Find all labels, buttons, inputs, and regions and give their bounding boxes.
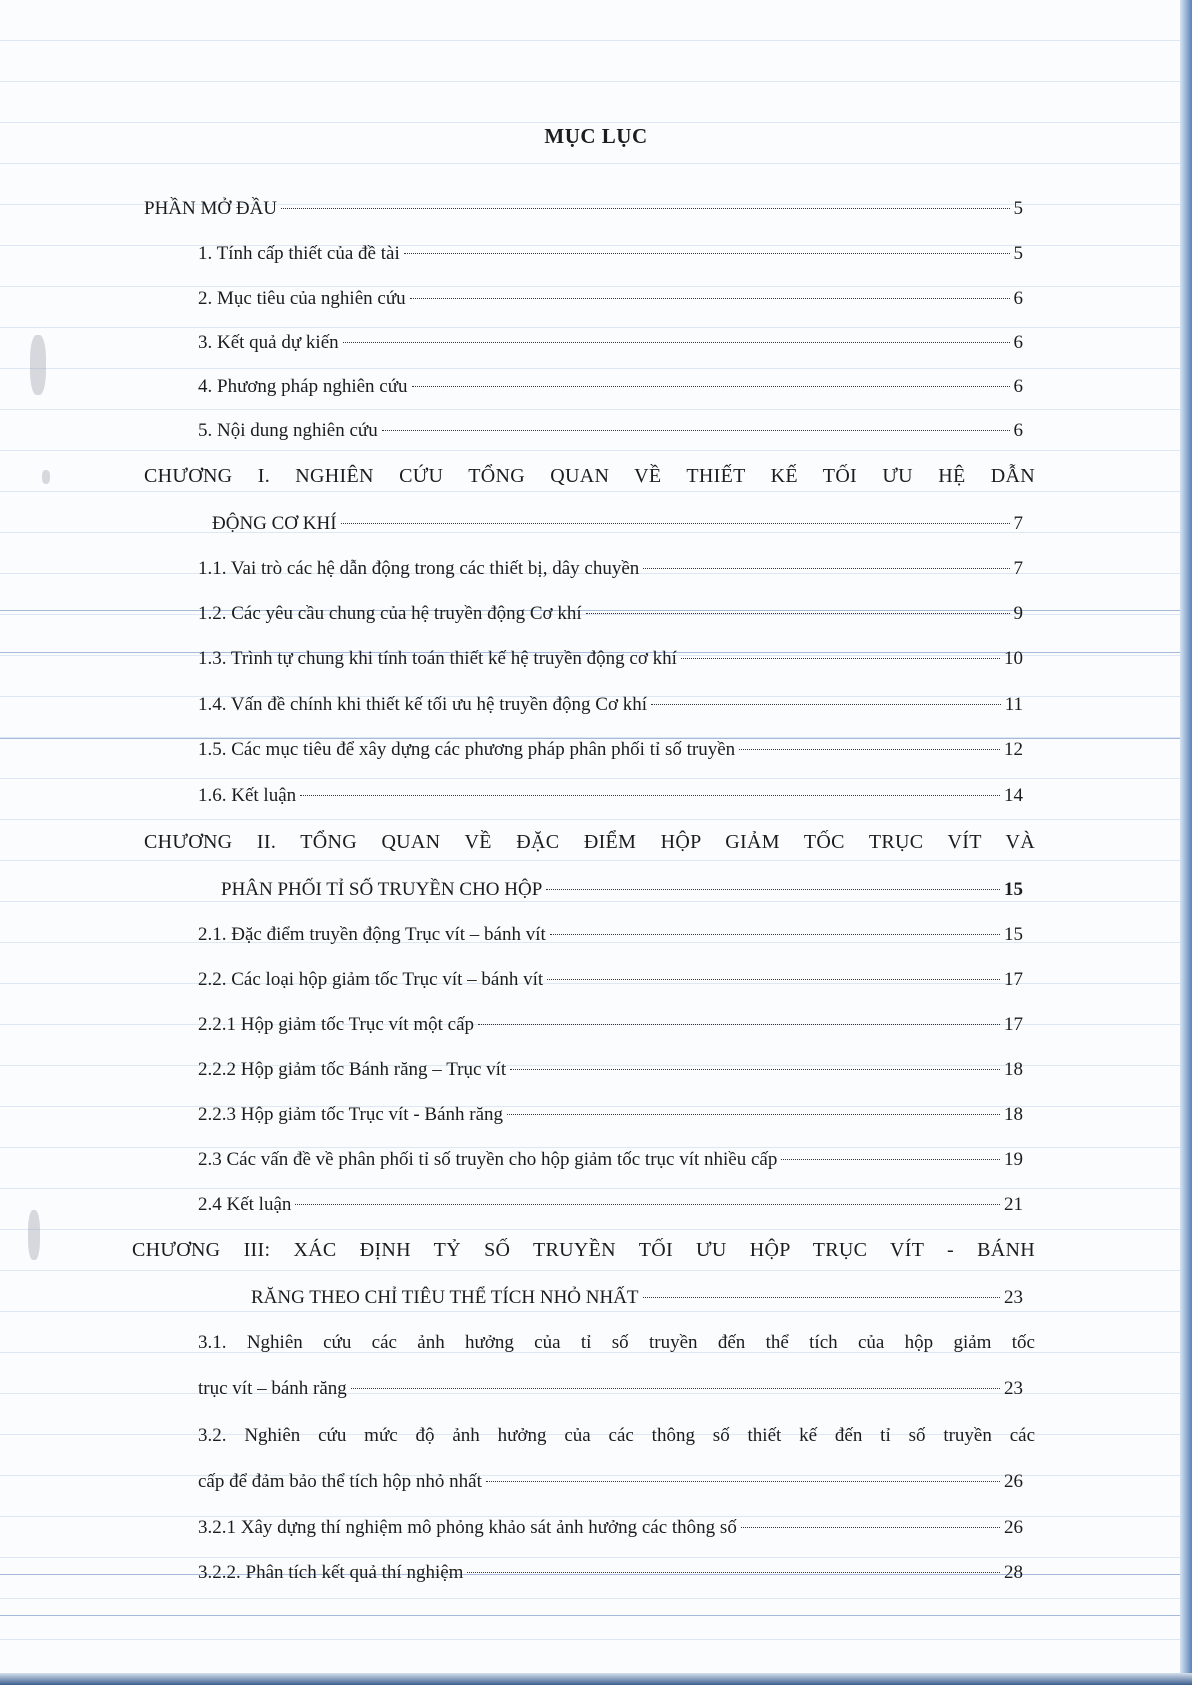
toc-entry[interactable] [198,737,1023,763]
toc-entry-label: 2.1. Đặc điểm truyền động Trục vít – bánh vít [198,924,546,945]
scan-rule-line [0,1615,1180,1616]
toc-page-number: 6 [1013,332,1023,353]
toc-entry[interactable] [198,374,1023,400]
toc-entry-label: 1.2. Các yêu cầu chung của hệ truyền động Cơ khí [198,603,582,624]
toc-entry[interactable] [198,1102,1023,1128]
dot-leader [341,523,1010,524]
toc-entry-label: 2.2.3 Hộp giảm tốc Trục vít - Bánh răng [198,1104,504,1125]
toc-page-number: 10 [1004,648,1023,669]
toc-entry-label: 2.2. Các loại hộp giảm tốc Trục vít – bánh vít [198,969,544,990]
toc-page-number: 23 [1004,1378,1023,1399]
toc-entry-label: 4. Phương pháp nghiên cứu [198,376,408,397]
toc-page-number: 9 [1013,603,1023,624]
page-title: MỤC LỤC [544,124,648,148]
toc-entry[interactable] [198,601,1023,627]
toc-entry-label: 1.1. Vai trò các hệ dẫn động trong các thiết bị, dây chuyền [198,558,640,579]
dot-leader [643,568,1009,569]
dot-leader [507,1114,1000,1115]
toc-entry-label: 1. Tính cấp thiết của đề tài [198,243,400,264]
dot-leader [467,1572,1000,1573]
scan-edge-bottom [0,1673,1192,1685]
dot-leader [643,1297,1000,1298]
toc-page-number: 5 [1013,198,1023,219]
toc-entry[interactable] [198,646,1023,672]
toc-entry-line: 3.2. Nghiên cứu mức độ ảnh hưởng của các thông số thiết kế đến tỉ số truyền các [198,1425,1035,1446]
dot-leader [547,979,1000,980]
dot-leader [739,749,1000,750]
toc-entry-label: trục vít – bánh răng [198,1378,347,1399]
toc-entry-label: 3.2.1 Xây dựng thí nghiệm mô phỏng khảo sát ảnh hưởng các thông số [198,1517,737,1538]
dot-leader [404,253,1010,254]
toc-entry[interactable] [198,1147,1023,1173]
toc-page-number: 6 [1013,376,1023,397]
dot-leader [281,208,1009,209]
toc-entry[interactable] [198,1057,1023,1083]
scan-smudge [42,470,50,484]
toc-entry-label: 2.3 Các vấn đề về phân phối tỉ số truyền cho hộp giảm tốc trục vít nhiều cấp [198,1149,778,1170]
toc-page-number: 15 [1004,924,1023,945]
toc-entry-label: 2.4 Kết luận [198,1194,292,1215]
toc-page-number: 26 [1004,1517,1023,1538]
toc-entry-label: PHẦN MỞ ĐẦU [144,198,278,219]
toc-entry[interactable] [198,418,1023,444]
chapter-heading-line: CHƯƠNG II. TỔNG QUAN VỀ ĐẶC ĐIỂM HỘP GIẢM TỐC TRỤC VÍT VÀ [144,831,1035,853]
dot-leader [741,1527,1000,1528]
toc-entry[interactable] [198,967,1023,993]
toc-page-number: 14 [1004,785,1023,806]
toc-page-number: 17 [1004,969,1023,990]
toc-entry[interactable] [198,1515,1023,1541]
toc-entry-line: 3.1. Nghiên cứu các ảnh hưởng của tỉ số truyền đến thể tích của hộp giảm tốc [198,1332,1035,1353]
toc-entry-chapter[interactable] [221,877,1023,903]
toc-entry-label: 1.4. Vấn đề chính khi thiết kế tối ưu hệ truyền động Cơ khí [198,694,648,715]
toc-page-number: 18 [1004,1104,1023,1125]
toc-entry-label: 1.6. Kết luận [198,785,297,806]
dot-leader [412,386,1010,387]
dot-leader [586,613,1010,614]
toc-entry[interactable] [198,783,1023,809]
toc-page-number: 21 [1004,1194,1023,1215]
dot-leader [295,1204,1000,1205]
toc-entry-label: 5. Nội dung nghiên cứu [198,420,378,441]
toc-page-number: 7 [1013,558,1023,579]
chapter-heading-line: CHƯƠNG III: XÁC ĐỊNH TỶ SỐ TRUYỀN TỐI ƯU HỘP TRỤC VÍT - BÁNH [132,1239,1035,1261]
toc-entry[interactable] [198,1192,1023,1218]
dot-leader [550,934,1000,935]
toc-page-number: 12 [1004,739,1023,760]
toc-entry-label: ĐỘNG CƠ KHÍ [212,513,337,534]
chapter-heading-line: CHƯƠNG I. NGHIÊN CỨU TỔNG QUAN VỀ THIẾT KẾ TỐI ƯU HỆ DẪN [144,465,1035,487]
toc-page-number: 6 [1013,420,1023,441]
dot-leader [681,658,1000,659]
dot-leader [478,1024,1000,1025]
toc-page-number: 19 [1004,1149,1023,1170]
scan-smudge [28,1210,40,1260]
dot-leader [781,1159,1000,1160]
toc-entry-label: 1.5. Các mục tiêu để xây dựng các phương pháp phân phối tỉ số truyền [198,739,736,760]
toc-entry-label: 2. Mục tiêu của nghiên cứu [198,288,406,309]
toc-entry-label: 3.2.2. Phân tích kết quả thí nghiệm [198,1562,464,1583]
toc-entry[interactable] [198,241,1023,267]
dot-leader [410,298,1010,299]
toc-page-number: 15 [1004,879,1023,900]
scan-smudge [30,335,46,395]
dot-leader [546,889,1000,890]
toc-page-number: 6 [1013,288,1023,309]
toc-page-number: 7 [1013,513,1023,534]
dot-leader [510,1069,1000,1070]
toc-page-number: 26 [1004,1471,1023,1492]
dot-leader [300,795,1000,796]
toc-entry-label: 3. Kết quả dự kiến [198,332,339,353]
toc-entry[interactable] [198,1469,1023,1495]
scan-edge-right [1180,0,1192,1685]
toc-entry-label: RĂNG THEO CHỈ TIÊU THỂ TÍCH NHỎ NHẤT [251,1287,639,1308]
toc-entry-chapter[interactable] [212,511,1023,537]
toc-entry[interactable] [198,692,1023,718]
dot-leader [486,1481,1000,1482]
toc-entry[interactable] [198,286,1023,312]
toc-entry-label: 2.2.1 Hộp giảm tốc Trục vít một cấp [198,1014,475,1035]
toc-page-number: 5 [1013,243,1023,264]
toc-page-number: 28 [1004,1562,1023,1583]
dot-leader [343,342,1010,343]
toc-entry[interactable] [198,1012,1023,1038]
toc-page-number: 11 [1004,694,1023,715]
dot-leader [651,704,1001,705]
toc-entry-label: PHÂN PHỐI TỈ SỐ TRUYỀN CHO HỘP [221,879,543,900]
toc-entry[interactable] [198,330,1023,356]
toc-entry-chapter[interactable] [251,1285,1023,1311]
toc-entry-label: 2.2.2 Hộp giảm tốc Bánh răng – Trục vít [198,1059,507,1080]
toc-entry[interactable] [198,556,1023,582]
toc-entry[interactable] [144,196,1023,222]
toc-page-number: 23 [1004,1287,1023,1308]
toc-entry[interactable] [198,1376,1023,1402]
toc-entry-label: 1.3. Trình tự chung khi tính toán thiết kế hệ truyền động cơ khí [198,648,677,669]
toc-entry[interactable] [198,922,1023,948]
dot-leader [382,430,1010,431]
toc-entry-label: cấp để đảm bảo thể tích hộp nhỏ nhất [198,1471,482,1492]
toc-page-number: 18 [1004,1059,1023,1080]
dot-leader [351,1388,1000,1389]
toc-page-number: 17 [1004,1014,1023,1035]
toc-entry[interactable] [198,1560,1023,1586]
